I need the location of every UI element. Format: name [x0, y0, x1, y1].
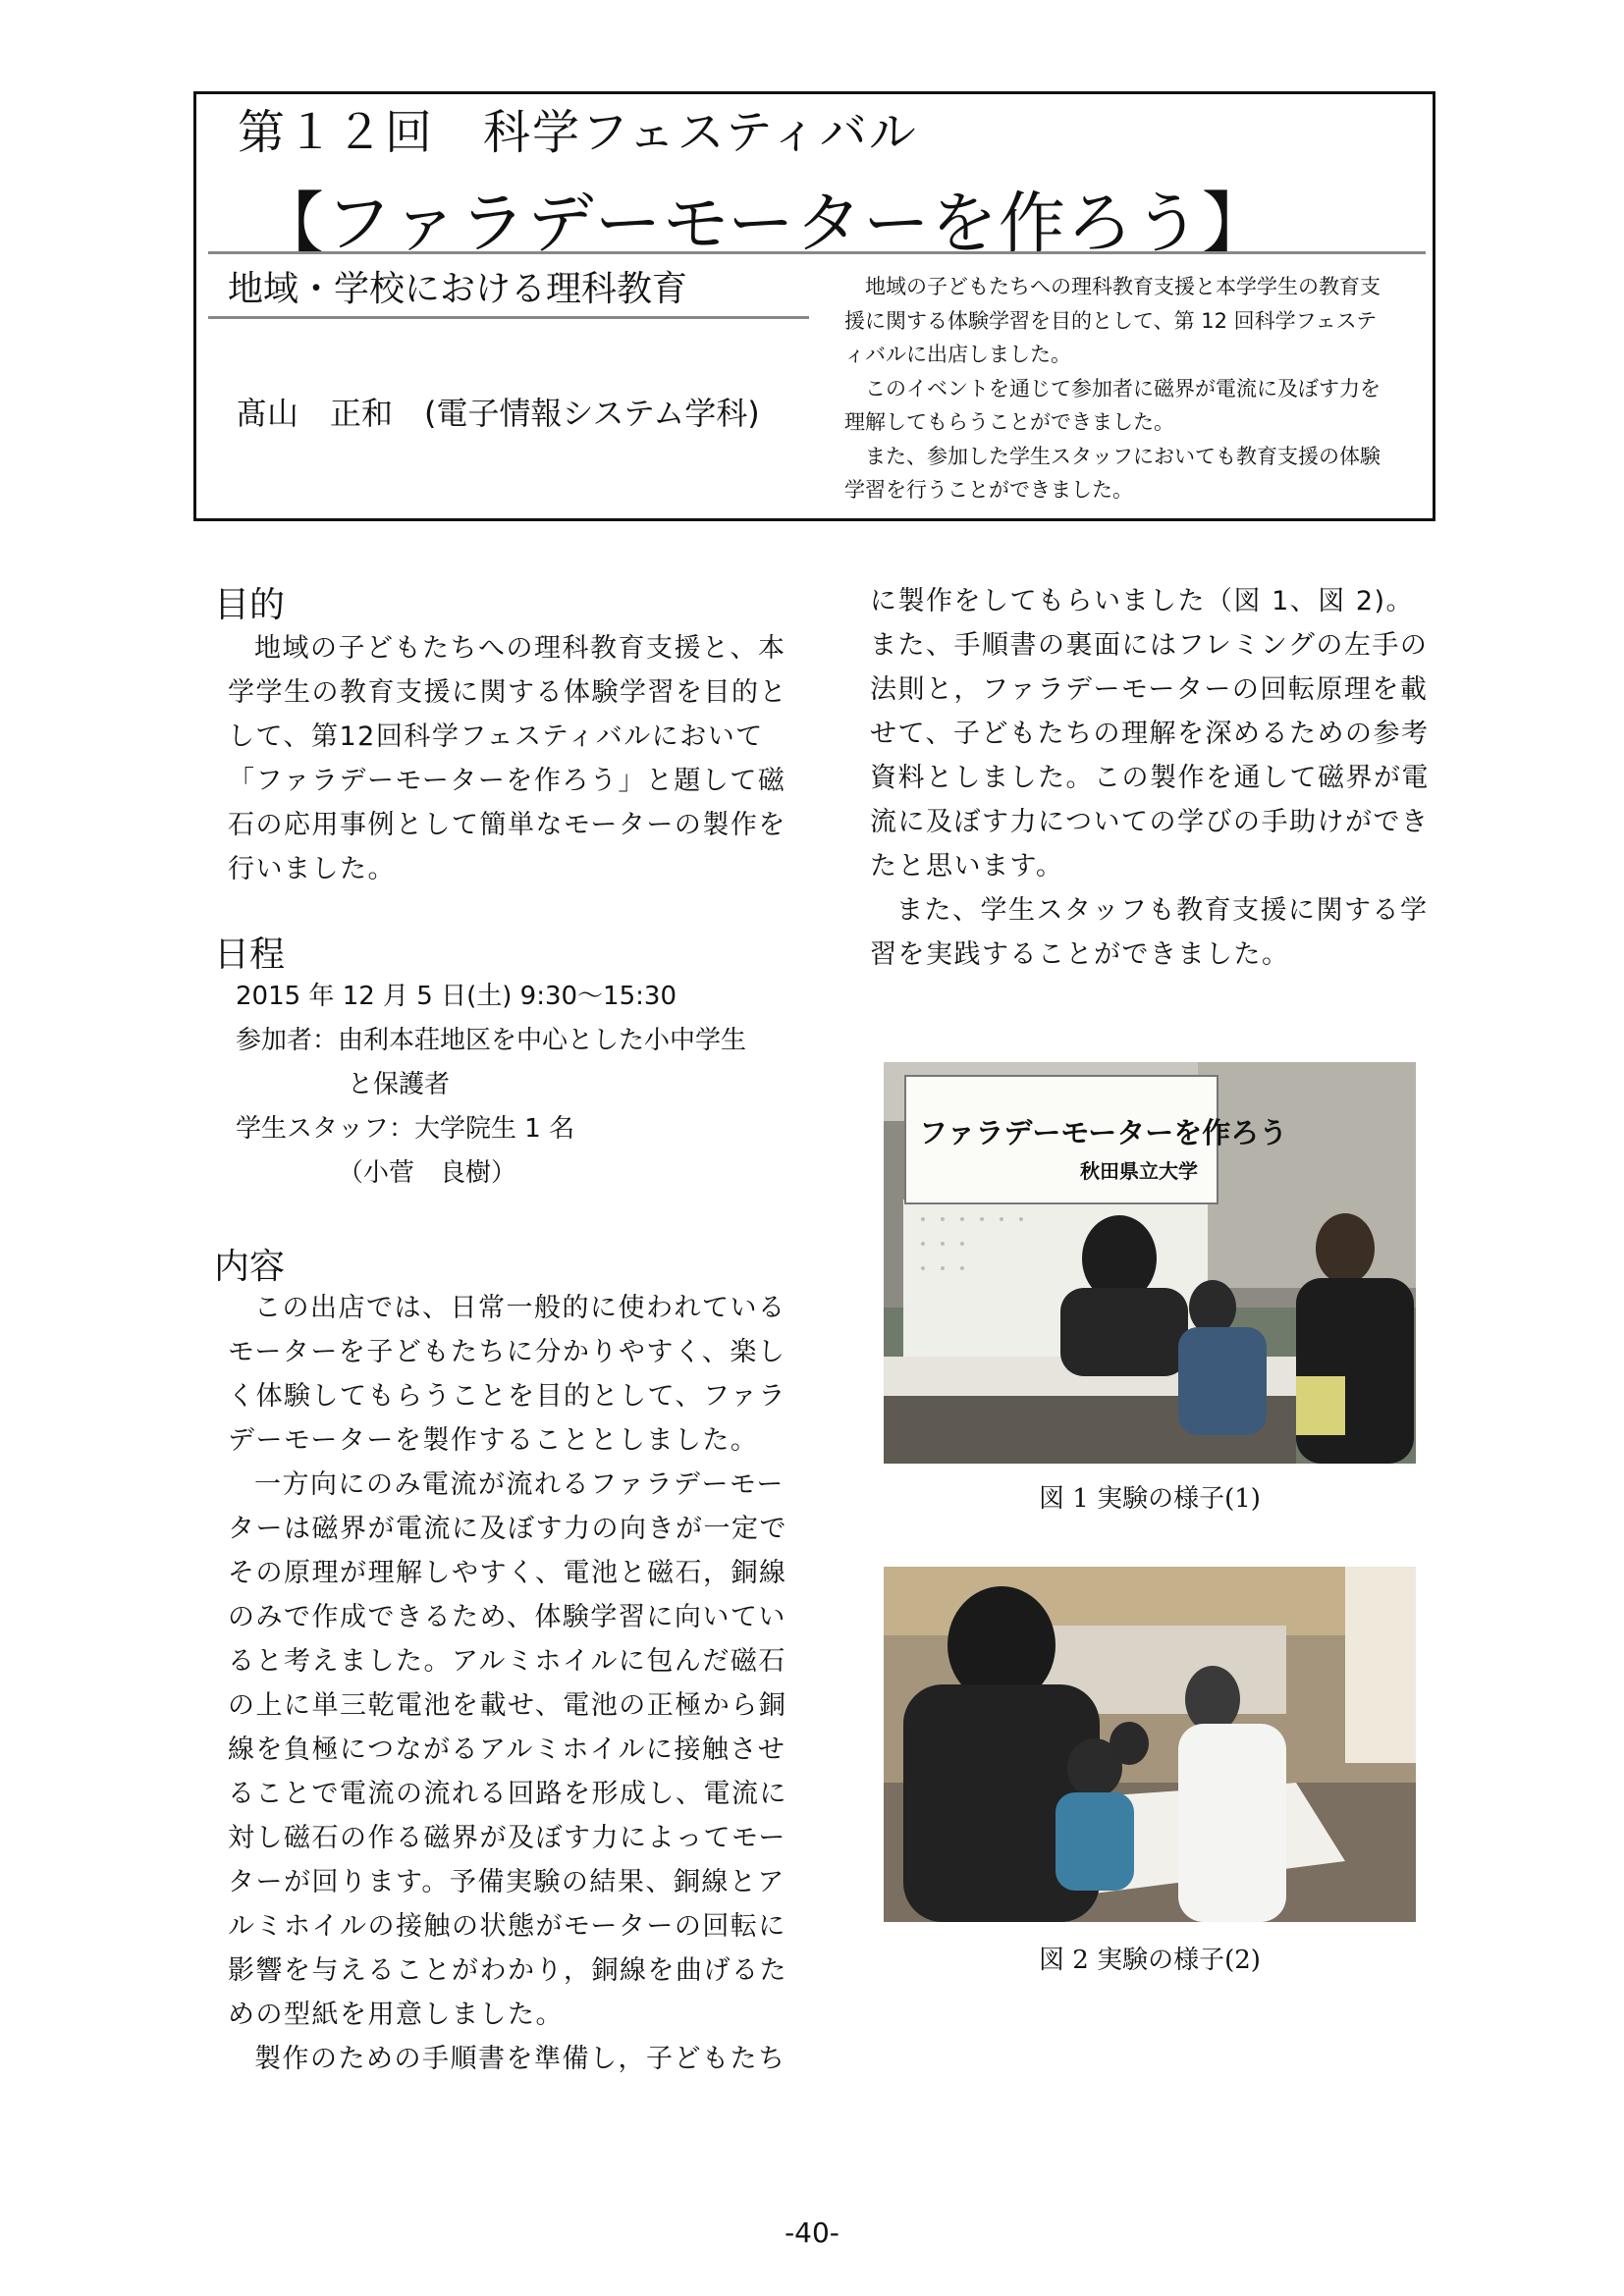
- content-paragraph: 製作のための手順書を準備し，子どもたち: [254, 2044, 786, 2074]
- schedule-staff: 学生スタッフ：大学院生 1 名: [236, 1114, 575, 1144]
- purpose-section: [228, 626, 791, 891]
- content-heading: 内容: [214, 1247, 286, 1287]
- schedule-staff-name: （小菅 良樹）: [338, 1158, 517, 1188]
- summary-paragraph: また、参加した学生スタッフにおいても教育支援の体験学習を行うことができました。: [844, 444, 1380, 502]
- banner-text: ファラデーモーターを作ろう: [919, 1116, 1288, 1149]
- schedule-participants-cont: と保護者: [348, 1070, 451, 1099]
- section-title: 地域・学校における理科教育: [228, 269, 688, 309]
- main-title: 【ファラデーモーターを作ろう】: [257, 186, 1270, 263]
- schedule-section: [236, 975, 805, 1196]
- schedule-participants: 参加者：由利本荘地区を中心とした小中学生: [236, 1026, 747, 1055]
- schedule-heading: 日程: [214, 934, 286, 975]
- summary-paragraph: このイベントを通じて参加者に磁界が電流に及ぼす力を理解してもらうことができました。: [844, 376, 1380, 434]
- schedule-date: 2015 年 12 月 5 日(土) 9:30～15:30: [236, 982, 677, 1011]
- title-divider: [208, 251, 1426, 254]
- content-paragraph: に製作をしてもらいました（図 1、図 2)。また、手順書の裏面にはフレミングの左手の法則と，ファラデーモーターの回転原理を載せて、子どもたちの理解を深めるための参考資料としました。この製作を通して磁界が電流に及ぼす力についての学びの手助けができたと思います。: [870, 586, 1430, 881]
- content-paragraph: この出店では、日常一般的に使われているモーターを子どもたちに分かりやすく、楽しく体験してもらうことを目的として、ファラデーモーターを製作することとしました。: [228, 1293, 786, 1456]
- banner-subtext: 秋田県立大学: [1080, 1159, 1198, 1183]
- series-title: 第１２回 科学フェスティバル: [238, 105, 918, 160]
- summary-paragraph: 地域の子どもたちへの理科教育支援と本学学生の教育支援に関する体験学習を目的として、第 12 回科学フェスティバルに出店しました。: [844, 275, 1380, 366]
- section-divider: [208, 316, 809, 319]
- purpose-heading: 目的: [214, 585, 286, 625]
- figure-1-illustration: [884, 1062, 1416, 1464]
- content-section: [228, 1286, 791, 2081]
- purpose-paragraph: 地域の子どもたちへの理科教育支援と、本学学生の教育支援に関する体験学習を目的として、第12回科学フェスティバルにおいて「ファラデーモーターを作ろう」と題して磁石の応用事例として簡単なモーターの製作を行いました。: [228, 633, 787, 884]
- content-continuation: [870, 579, 1434, 977]
- figure-2-caption: 図 2 実験の様子(2): [1039, 1946, 1261, 1975]
- figure-2-photo: [884, 1567, 1416, 1922]
- page-number: -40-: [785, 2216, 839, 2249]
- author: 髙山 正和 (電子情報システム学科): [236, 395, 760, 432]
- figure-2-illustration: [884, 1567, 1416, 1922]
- summary: [844, 270, 1394, 507]
- content-paragraph: 一方向にのみ電流が流れるファラデーモーターは磁界が電流に及ぼす力の向きが一定でその原理が理解しやすく、電池と磁石，銅線のみで作成できるため、体験学習に向いていると考えました。アルミホイルに包んだ磁石の上に単三乾電池を載せ、電池の正極から銅線を負極につながるアルミホイルに接触させることで電流の流れる回路を形成し、電流に対し磁石の作る磁界が及ぼす力によってモーターが回ります。予備実験の結果、銅線とアルミホイルの接触の状態がモーターの回転に影響を与えることがわかり，銅線を曲げるための型紙を用意しました。: [228, 1469, 787, 2030]
- content-paragraph: また、学生スタッフも教育支援に関する学習を実践することができました。: [870, 895, 1429, 970]
- figure-1-caption: 図 1 実験の様子(1): [1039, 1484, 1261, 1514]
- figure-1-photo: [884, 1062, 1416, 1464]
